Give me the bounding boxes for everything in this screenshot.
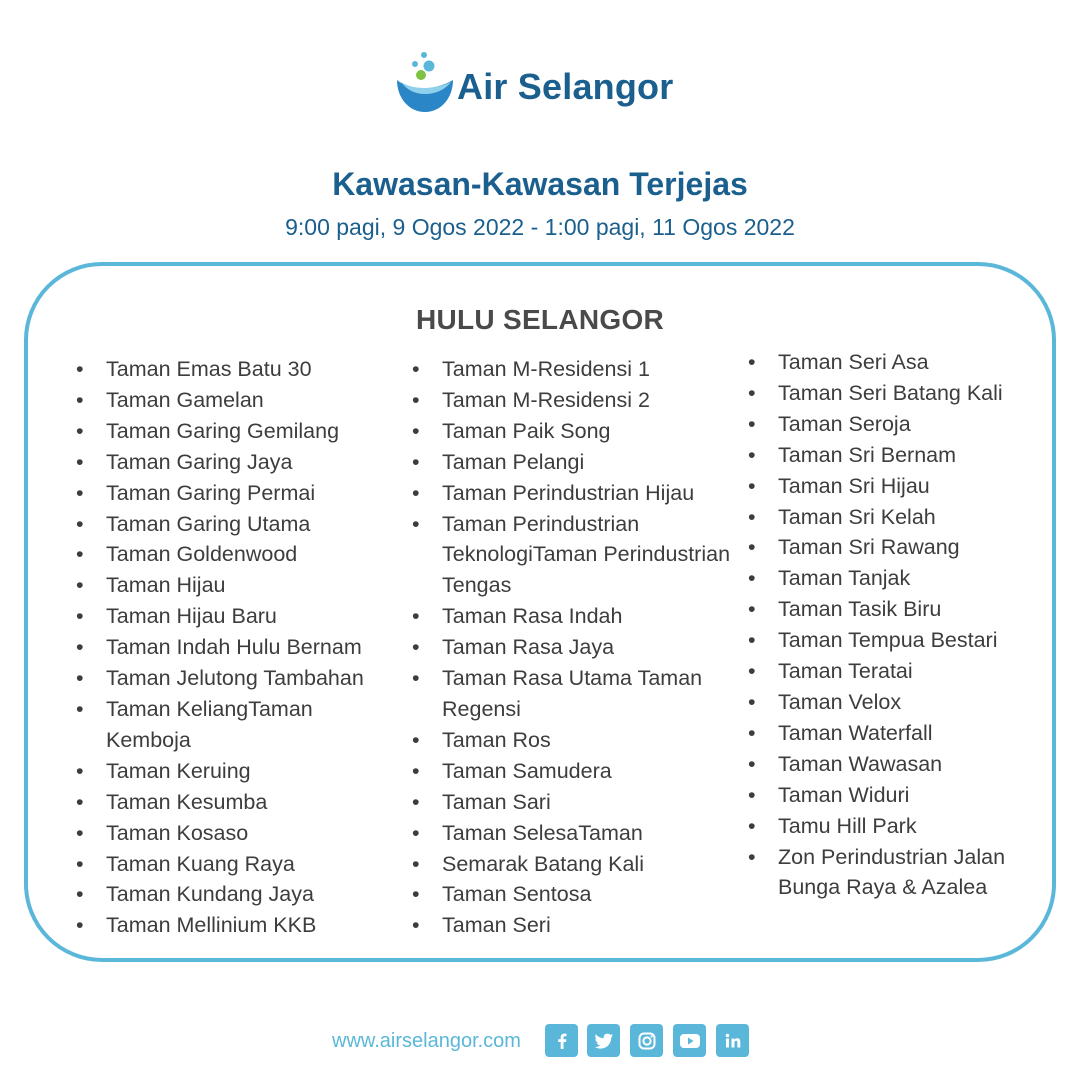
area-item: • Taman M-Residensi 1 — [412, 354, 732, 385]
area-item: • Tamu Hill Park — [748, 811, 1048, 842]
instagram-icon[interactable] — [630, 1024, 663, 1057]
area-item: • Taman Waterfall — [748, 718, 1048, 749]
area-item: • Taman Mellinium KKB — [76, 910, 396, 941]
area-item: • Taman Rasa Utama Taman Regensi — [412, 663, 732, 725]
page-title: Kawasan-Kawasan Terjejas — [332, 166, 748, 202]
area-item: • Taman Garing Gemilang — [76, 416, 396, 447]
twitter-icon[interactable] — [587, 1024, 620, 1057]
area-item: • Taman Teratai — [748, 656, 1048, 687]
area-item: • Taman Sentosa — [412, 879, 732, 910]
area-item: • Taman Sari — [412, 787, 732, 818]
area-item: • Taman Kosaso — [76, 818, 396, 849]
area-item: • Taman Hijau — [76, 570, 396, 601]
area-item: • Taman Hijau Baru — [76, 601, 396, 632]
area-item: • Taman Seroja — [748, 409, 1048, 440]
linkedin-icon[interactable] — [716, 1024, 749, 1057]
area-list-column-3 — [748, 347, 1048, 903]
website-link[interactable]: www.airselangor.com — [332, 1030, 521, 1052]
area-item: • Taman Kesumba — [76, 787, 396, 818]
area-item: • Zon Perindustrian Jalan Bunga Raya & Azalea — [748, 842, 1048, 904]
area-item: • Taman Garing Permai — [76, 478, 396, 509]
area-item: • Taman Garing Utama — [76, 509, 396, 540]
date-range: 9:00 pagi, 9 Ogos 2022 - 1:00 pagi, 11 Ogos 2022 — [285, 214, 795, 240]
region-heading: HULU SELANGOR — [415, 304, 665, 335]
area-item: • Taman Seri Asa — [748, 347, 1048, 378]
area-item: • Taman Kundang Jaya — [76, 879, 396, 910]
area-item: • Taman Keruing — [76, 756, 396, 787]
area-item: • Taman Sri Rawang — [748, 532, 1048, 563]
area-item: • Taman Tempua Bestari — [748, 625, 1048, 656]
area-item: • Taman Rasa Indah — [412, 601, 732, 632]
area-item: • Taman Garing Jaya — [76, 447, 396, 478]
area-list-column-1 — [76, 354, 396, 941]
area-item: • Taman Jelutong Tambahan — [76, 663, 396, 694]
area-item: • Taman Velox — [748, 687, 1048, 718]
area-item: • Semarak Batang Kali — [412, 849, 732, 880]
area-item: • Taman KeliangTaman Kemboja — [76, 694, 396, 756]
area-item: • Taman Kuang Raya — [76, 849, 396, 880]
area-item: • Taman SelesaTaman — [412, 818, 732, 849]
area-item: • Taman Paik Song — [412, 416, 732, 447]
area-item: • Taman Samudera — [412, 756, 732, 787]
area-item: • Taman Ros — [412, 725, 732, 756]
area-list-column-2 — [412, 354, 732, 941]
area-item: • Taman Perindustrian Hijau — [412, 478, 732, 509]
area-item: • Taman Sri Hijau — [748, 471, 1048, 502]
area-item: • Taman Sri Bernam — [748, 440, 1048, 471]
area-item: • Taman Seri — [412, 910, 732, 941]
brand-logo — [395, 50, 695, 120]
area-item: • Taman Tasik Biru — [748, 594, 1048, 625]
area-item: • Taman Tanjak — [748, 563, 1048, 594]
area-item: • Taman Goldenwood — [76, 539, 396, 570]
area-item: • Taman Perindustrian TeknologiTaman Perindustrian Tengas — [412, 509, 732, 602]
water-drop-logo-icon — [395, 50, 457, 116]
area-item: • Taman Emas Batu 30 — [76, 354, 396, 385]
facebook-icon[interactable] — [545, 1024, 578, 1057]
footer — [0, 1024, 1080, 1060]
area-item: • Taman Widuri — [748, 780, 1048, 811]
area-item: • Taman Rasa Jaya — [412, 632, 732, 663]
area-item: • Taman Wawasan — [748, 749, 1048, 780]
brand-name: Air Selangor — [457, 66, 674, 107]
area-item: • Taman Pelangi — [412, 447, 732, 478]
area-item: • Taman Indah Hulu Bernam — [76, 632, 396, 663]
area-item: • Taman Sri Kelah — [748, 502, 1048, 533]
youtube-icon[interactable] — [673, 1024, 706, 1057]
area-item: • Taman M-Residensi 2 — [412, 385, 732, 416]
area-item: • Taman Seri Batang Kali — [748, 378, 1048, 409]
area-item: • Taman Gamelan — [76, 385, 396, 416]
